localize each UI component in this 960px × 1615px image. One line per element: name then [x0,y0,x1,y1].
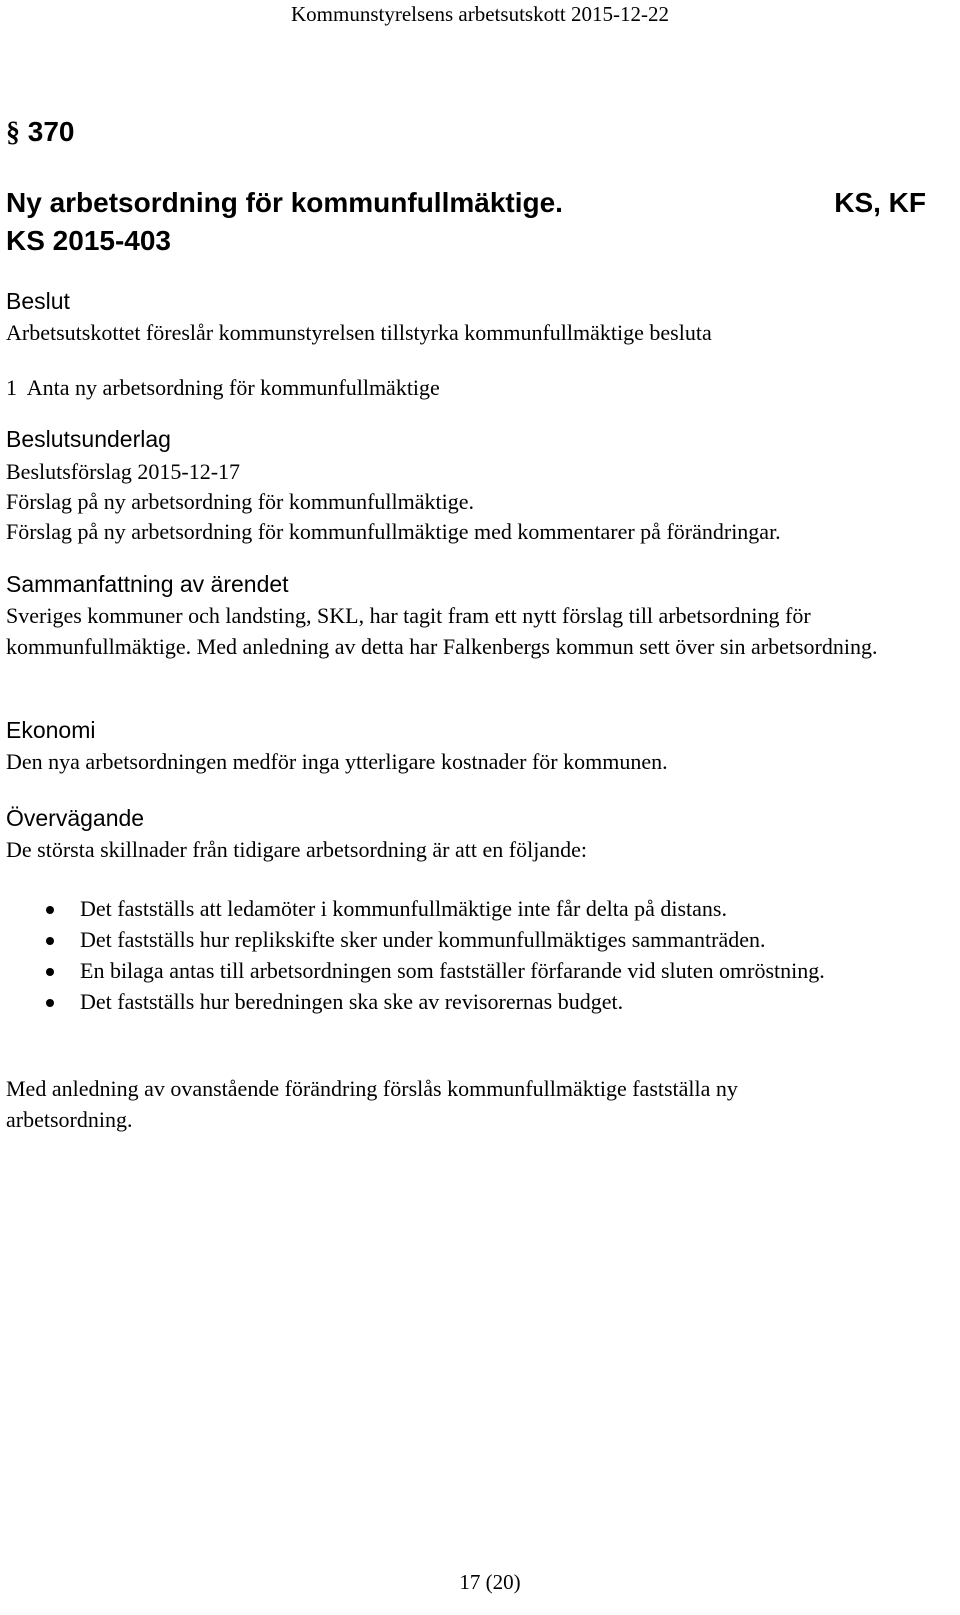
bullet-icon [46,937,54,945]
ekonomi-text: Den nya arbetsordningen medför inga ytterligare kostnader för kommunen. [6,749,668,774]
section-number: 370 [27,116,75,147]
page-number: 17 (20) [459,1570,521,1594]
overvagande-conclusion: Med anledning av ovanstående förändring förslås kommunfullmäktige fastställa ny arbetsordning. [6,1076,738,1132]
list-item-text: En bilaga antas till arbetsordningen som fastställer förfarande vid sluten omröstning. [80,958,825,983]
sammanfattning-text: Sveriges kommuner och landsting, SKL, har tagit fram ett nytt förslag till arbetsordning för kommunfullmäktige. Med anledning av detta har Falkenbergs kommun sett över sin arbetsordning. [6,603,878,659]
section-sign-icon: § [6,117,20,148]
beslut-heading: Beslut [6,288,70,314]
beslutsunderlag-heading: Beslutsunderlag [6,426,171,452]
beslutsunderlag-item: Beslutsförslag 2015-12-17 [6,459,241,484]
list-item [6,986,926,1017]
list-item [6,924,926,955]
beslut-text: Arbetsutskottet föreslår kommunstyrelsen tillstyrka kommunfullmäktige besluta [6,320,712,345]
list-item-text: Det fastställs hur beredningen ska ske av revisorernas budget. [80,989,624,1014]
bullet-icon [46,968,54,976]
ekonomi-heading: Ekonomi [6,717,96,743]
overvagande-intro: De största skillnader från tidigare arbetsordning är att en följande: [6,837,587,862]
sammanfattning-heading: Sammanfattning av ärendet [6,571,289,597]
overvagande-bullet-list [6,893,926,1017]
list-item-text: Det fastställs hur replikskifte sker under kommunfullmäktiges sammanträden. [80,927,766,952]
title-recipients: KS, KF [834,187,926,218]
list-item [6,955,840,986]
list-item [6,893,926,924]
bullet-icon [46,999,54,1007]
list-item-text: Det fastställs att ledamöter i kommunfullmäktige inte får delta på distans. [80,896,727,921]
beslutsunderlag-item: Förslag på ny arbetsordning för kommunfullmäktige med kommentarer på förändringar. [6,519,781,544]
section-heading [6,116,75,149]
page-header: Kommunstyrelsens arbetsutskott 2015-12-22 [291,2,669,26]
case-number: KS 2015-403 [6,225,172,256]
overvagande-heading: Övervägande [6,805,145,831]
beslut-item: 1 Anta ny arbetsordning för kommunfullmäktige [6,375,440,400]
document-title: Ny arbetsordning för kommunfullmäktige. [6,187,563,218]
bullet-icon [46,906,54,914]
beslutsunderlag-item: Förslag på ny arbetsordning för kommunfullmäktige. [6,489,475,514]
